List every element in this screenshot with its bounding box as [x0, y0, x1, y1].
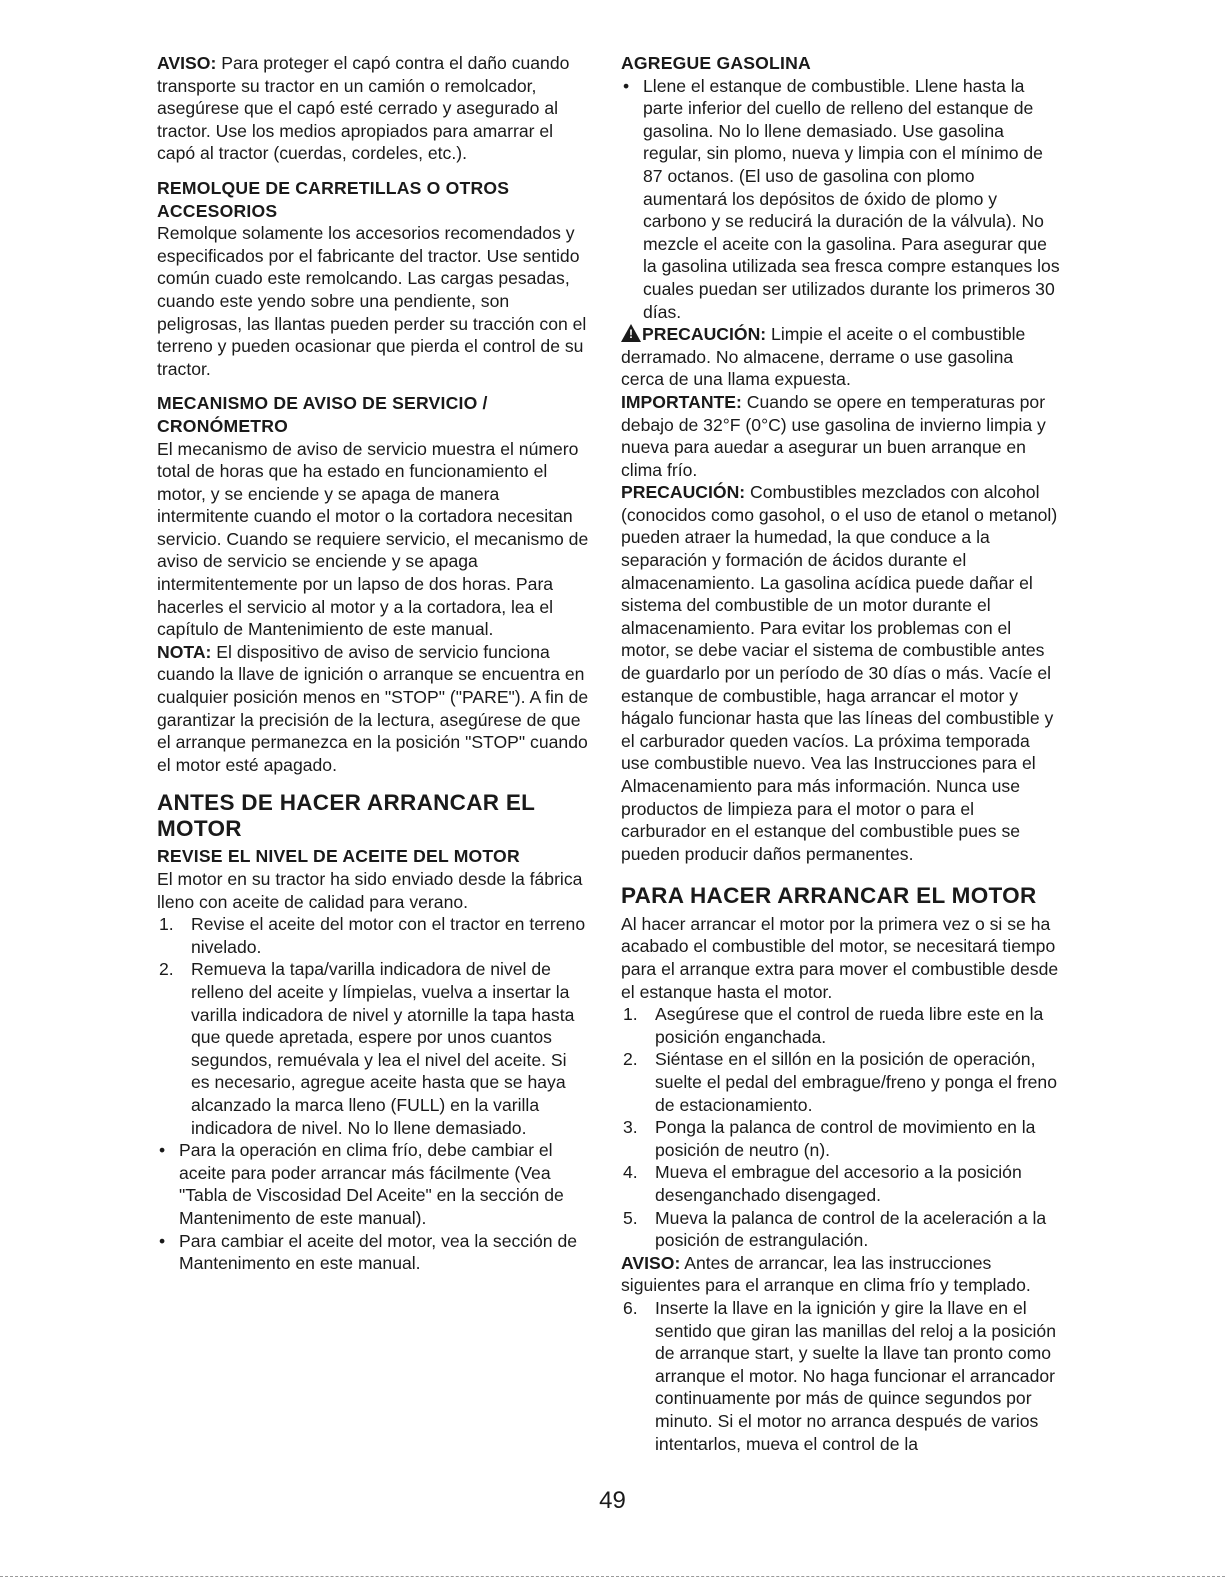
importante-paragraph [621, 391, 1061, 481]
list-item [157, 958, 589, 1139]
step-text: Ponga la palanca de control de movimiento en la posición de neutro (n). [655, 1117, 1036, 1160]
aviso-text: Para proteger el capó contra el daño cuando transporte su tractor en un camión o remolcador, asegúrese que el capó esté cerrado y asegurado al tractor. Use los medios apropiados para amarrar el capó al tractor (cuerdas, cordeles, etc.). [157, 53, 570, 164]
step-text: Inserte la llave en la ignición y gire la llave en el sentido que giran las manillas del reloj a la posición de arranque start, y suelte la llave tan pronto como arranque el motor. No haga funcionar el arrancador continuamente por más de quince segundos por minuto. Si el motor no arranca después de varios intentarlos, mueva el control de la [655, 1297, 1056, 1454]
para-text: Al hacer arrancar el motor por la primera vez o si se ha acabado el combustible del motor, se necesitará tiempo para el arranque extra para mover el combustible desde el estanque hasta el motor. [621, 913, 1059, 1002]
aviso2-lead: AVISO: [621, 1252, 681, 1273]
bullet-icon: • [623, 75, 630, 96]
step-number: 3. [623, 1117, 638, 1138]
para-heading: PARA HACER ARRANCAR EL MOTOR [621, 883, 1037, 909]
bullet-text: Para la operación en clima frío, debe cambiar el aceite para poder arrancar más fácilmente (Vea "Tabla de Viscosidad Del Aceite" en la sección de Mantenimento de este manual). [179, 1140, 564, 1228]
list-item [621, 75, 1061, 324]
nota-text: El dispositivo de aviso de servicio funciona cuando la llave de ignición o arranque se encuentra en cualquier posición menos en "STOP" ("PARE"). A fin de garantizar la precisión de la lectura, asegúrese de que el arranque permanezca en la posición "STOP" cuando el motor esté apagado. [157, 641, 589, 775]
list-item [621, 1048, 1061, 1116]
step-text: Siéntase en el sillón en la posición de operación, suelte el pedal del embrague/freno y ponga el freno de estacionamiento. [655, 1049, 1058, 1115]
step-text: Mueva el embrague del accesorio a la posición desenganchado disengaged. [655, 1162, 1022, 1205]
oil-bullets-list [157, 1139, 589, 1275]
step-number: 2. [159, 959, 174, 980]
list-item [621, 1297, 1061, 1455]
precaucion2-lead: PRECAUCIÓN: [621, 482, 746, 503]
step-number: 4. [623, 1162, 638, 1183]
step-number: 1. [623, 1004, 638, 1025]
revise-heading: REVISE EL NIVEL DE ACEITE DEL MOTOR [157, 846, 520, 867]
aviso-lead: AVISO: [157, 53, 217, 73]
oil-steps-list [157, 913, 589, 1139]
remolque-heading: REMOLQUE DE CARRETILLAS O OTROS ACCESORIOS [157, 177, 510, 221]
step-text: Revise el aceite del motor con el tractor en terreno nivelado. [191, 914, 586, 957]
scan-edge-divider [0, 1576, 1225, 1577]
precaucion2-text: Combustibles mezclados con alcohol (conocidos como gasohol, o el uso de etanol o metanol) pueden atraer la humedad, la que conduce a la separación y formación de ácidos durante el almacenamiento. La gasolina acídica puede dañar el sistema del combustible de un motor durante el almacenamiento. Para evitar los problemas con el motor, se debe vaciar el sistema de combustible antes de guardarlo por un período de 30 días o más. Vacíe el estanque de combustible, haga arrancar el motor y hágalo funcionar hasta que las líneas del combustible y el carburador queden vacíos. La próxima temporada use combustible nuevo. Vea las Instrucciones para el Almacenamiento para más información. Nunca use productos de limpieza para el motor o para el carburador en el estanque del combustible pues se pueden producir daños permanentes. [621, 482, 1058, 864]
step-text: Asegúrese que el control de rueda libre este en la posición enganchada. [655, 1004, 1044, 1047]
start-step6-list [621, 1297, 1061, 1455]
nota-paragraph [157, 641, 589, 777]
importante-lead: IMPORTANTE: [621, 391, 742, 412]
aviso-paragraph [157, 52, 589, 165]
remolque-text: Remolque solamente los accesorios recomendados y especificados por el fabricante del tractor. Use sentido común cuado este remolcando. Las cargas pesadas, cuando este yendo sobre una pendiente, son peligrosas, las llantas pueden perder su tracción con el terreno y pueden ocasionar que pierda el control de su tractor. [157, 223, 587, 379]
aviso2-paragraph [621, 1252, 1061, 1297]
agregue-bullets-list [621, 75, 1061, 324]
bullet-text: Para cambiar el aceite del motor, vea la sección de Mantenimento en este manual. [179, 1230, 578, 1274]
list-item [157, 1139, 589, 1229]
mecanismo-text: El mecanismo de aviso de servicio muestra el número total de horas que ha estado en funcionamiento el motor, y se enciende y se apaga de manera intermitente cuando el motor o la cortadora necesitan servicio. Cuando se requiere servicio, el mecanismo de aviso de servicio se enciende y se apaga intermitentemente por un lapso de dos horas. Para hacerles el servicio al motor y a la cortadora, lea el capítulo de Mantenimiento de este manual. [157, 438, 589, 640]
precaucion2-paragraph [621, 481, 1061, 865]
step-text: Mueva la palanca de control de la aceleración a la posición de estrangulación. [655, 1207, 1047, 1251]
revise-text: El motor en su tractor ha sido enviado desde la fábrica lleno con aceite de calidad para verano. [157, 869, 583, 912]
step-number: 5. [623, 1207, 638, 1228]
list-item [157, 1230, 589, 1275]
precaucion1-text: Limpie el aceite o el combustible derramado. No almacene, derrame o use gasolina cerca de una llama expuesta. [621, 324, 1026, 390]
start-steps-list [621, 1003, 1061, 1252]
agregue-heading: AGREGUE GASOLINA [621, 53, 811, 73]
precaucion1-lead: PRECAUCIÓN: [642, 324, 767, 345]
aviso2-text: Antes de arrancar, lea las instrucciones siguientes para el arranque en clima frío y templado. [621, 1252, 1031, 1296]
list-item [621, 1003, 1061, 1048]
left-column [157, 52, 589, 1275]
step-number: 1. [159, 914, 174, 935]
list-item [621, 1161, 1061, 1206]
step-number: 2. [623, 1049, 638, 1070]
mecanismo-heading: MECANISMO DE AVISO DE SERVICIO / CRONÓMETRO [157, 393, 488, 436]
bullet-icon: • [159, 1140, 166, 1161]
step-number: 6. [623, 1297, 638, 1318]
nota-lead: NOTA: [157, 641, 212, 662]
step-text: Remueva la tapa/varilla indicadora de nivel de relleno del aceite y límpielas, vuelva a insertar la varilla indicadora de nivel y atornille la tapa hasta que quede apretada, espere por unos cuantos segundos, remuévala y lea el nivel del aceite. Si es necesario, agregue aceite hasta que se haya alcanzado la marca lleno (FULL) en la varilla indicadora de nivel. No lo llene demasiado. [191, 959, 575, 1138]
list-item [621, 1116, 1061, 1161]
precaucion1-paragraph [621, 323, 1061, 391]
bullet-text: Llene el estanque de combustible. Llene hasta la parte inferior del cuello de relleno del estanque de gasolina. No lo llene demasiado. Use gasolina regular, sin plomo, nueva y limpia con el mínimo de 87 octanos. (El uso de gasolina con plomo aumentará los depósitos de óxido de plomo y carbono y se reducirá la duración de la válvula). No mezcle el aceite con la gasolina. Para asegurar que la gasolina utilizada sea fresca compre estanques los cuales puedan ser utilizados durante los primeros 30 días. [643, 75, 1060, 322]
importante-text: Cuando se opere en temperaturas por debajo de 32°F (0°C) use gasolina de invierno limpia y nueva para auedar a asegurar un buen arranque en clima frío. [621, 391, 1046, 480]
list-item [157, 913, 589, 958]
caution-triangle-icon [621, 324, 641, 342]
right-column [621, 52, 1061, 1455]
bullet-icon: • [159, 1230, 166, 1251]
list-item [621, 1207, 1061, 1252]
antes-heading: ANTES DE HACER ARRANCAR EL MOTOR [157, 790, 535, 841]
page-number: 49 [599, 1487, 626, 1514]
